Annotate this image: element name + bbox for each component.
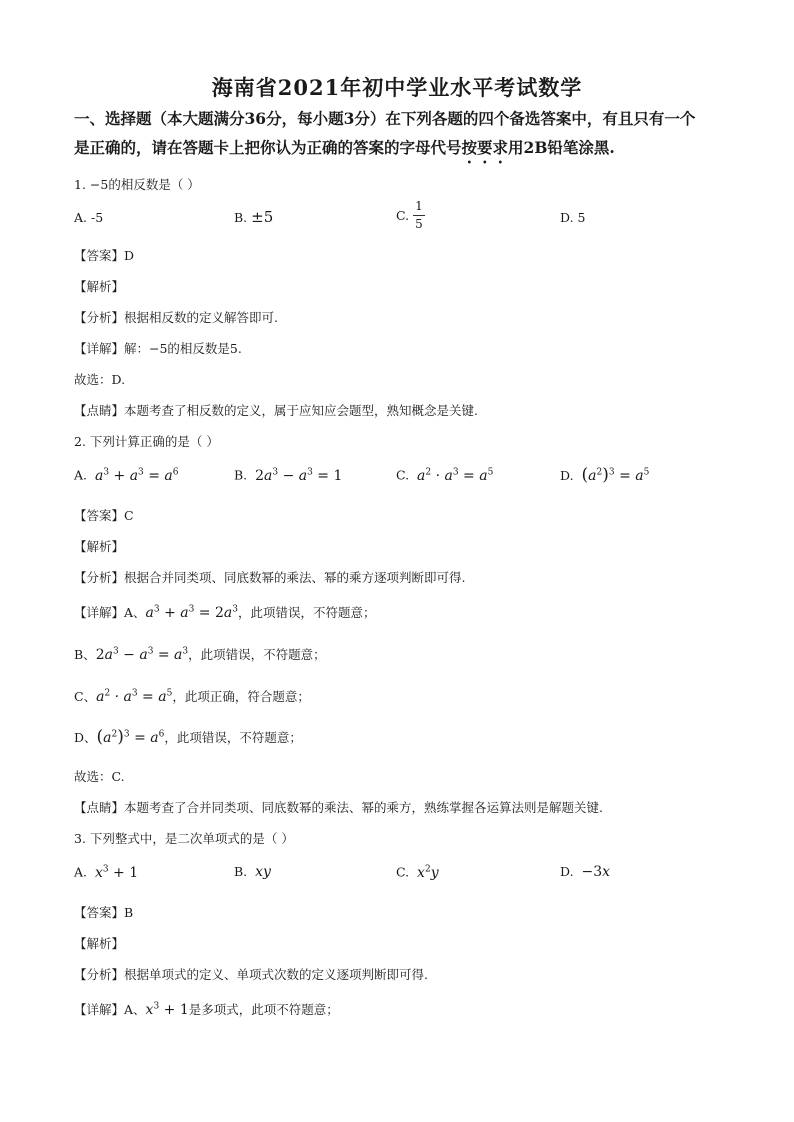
q3-option-c: C. $x^2y$ — [396, 864, 439, 881]
q1-option-d: D. 5 — [560, 210, 586, 225]
q2-conclusion: 故选：C. — [74, 769, 125, 784]
q2-dianjing: 【点睛】本题考查了合并同类项、同底数幂的乘法、幂的乘方，熟练掌握各运算法则是解题关键. — [74, 800, 603, 815]
q3-option-a: A. $x^3 + 1$ — [74, 864, 139, 881]
emphasis-text: 按要求 — [461, 138, 509, 157]
q1-conclusion: 故选：D. — [74, 372, 126, 387]
q2-xiangjie-d: D、$(a^2)^3 = a^6$，此项错误，不符题意； — [74, 727, 302, 747]
section-line-1: 一、选择题（本大题满分36分，每小题3分）在下列各题的四个备选答案中，有且只有一个 — [74, 109, 696, 128]
q3-answer: 【答案】B — [74, 905, 134, 920]
q2-option-d: D. $(a^2)^3 = a^5$ — [560, 465, 650, 485]
q2-xiangjie-c: C、$a^2 \cdot a^3 = a^5$，此项正确，符合题意； — [74, 688, 310, 705]
q3-xiangjie-a: 【详解】A、$x^3 + 1$是多项式，此项不符题意； — [74, 1001, 339, 1018]
q1-xiangjie: 【详解】解：−5的相反数是5. — [74, 341, 242, 356]
q2-xiangjie-b: B、$2a^3 - a^3 = a^3$，此项错误，不符题意； — [74, 646, 326, 663]
q2-option-b: B. $2a^3 - a^3 = 1$ — [234, 467, 343, 484]
q3-option-b: B. xy — [234, 864, 271, 880]
q3-fenxi: 【分析】根据单项式的定义、单项式次数的定义逐项判断即可得. — [74, 967, 428, 982]
q1-option-c: C. $\frac{1}{5}$ — [396, 199, 423, 231]
q3-stem: 3. 下列整式中，是二次单项式的是（ ） — [74, 831, 294, 846]
q1-stem: 1. −5的相反数是（ ） — [74, 177, 200, 192]
section-heading — [74, 104, 734, 167]
q1-option-a: A. -5 — [74, 210, 104, 225]
q1-answer: 【答案】D — [74, 248, 135, 263]
q3-jiexi: 【解析】 — [74, 936, 125, 951]
q1-option-b: B. ±5 — [234, 208, 274, 226]
q1-fenxi: 【分析】根据相反数的定义解答即可. — [74, 310, 278, 325]
q1-jiexi: 【解析】 — [74, 279, 125, 294]
fraction: $\frac{1}{5}$ — [415, 199, 423, 231]
q2-jiexi: 【解析】 — [74, 539, 125, 554]
q2-xiangjie-a: 【详解】A、$a^3 + a^3 = 2a^3$，此项错误，不符题意； — [74, 604, 376, 621]
q1-dianjing: 【点睛】本题考查了相反数的定义，属于应知应会题型，熟知概念是关键. — [74, 403, 478, 418]
page-title: 海南省2021年初中学业水平考试数学 — [211, 75, 583, 100]
q2-stem: 2. 下列计算正确的是（ ） — [74, 434, 219, 449]
section-line-2: 是正确的，请在答题卡上把你认为正确的答案的字母代号按要求用2B铅笔涂黑. — [74, 138, 615, 157]
q3-option-d: D. −3x — [560, 864, 611, 880]
q2-answer: 【答案】C — [74, 508, 134, 523]
q2-fenxi: 【分析】根据合并同类项、同底数幂的乘法、幂的乘方逐项判断即可得. — [74, 570, 466, 585]
q2-option-a: A. $a^3 + a^3 = a^6$ — [74, 467, 179, 484]
q2-option-c: C. $a^2 \cdot a^3 = a^5$ — [396, 467, 494, 484]
